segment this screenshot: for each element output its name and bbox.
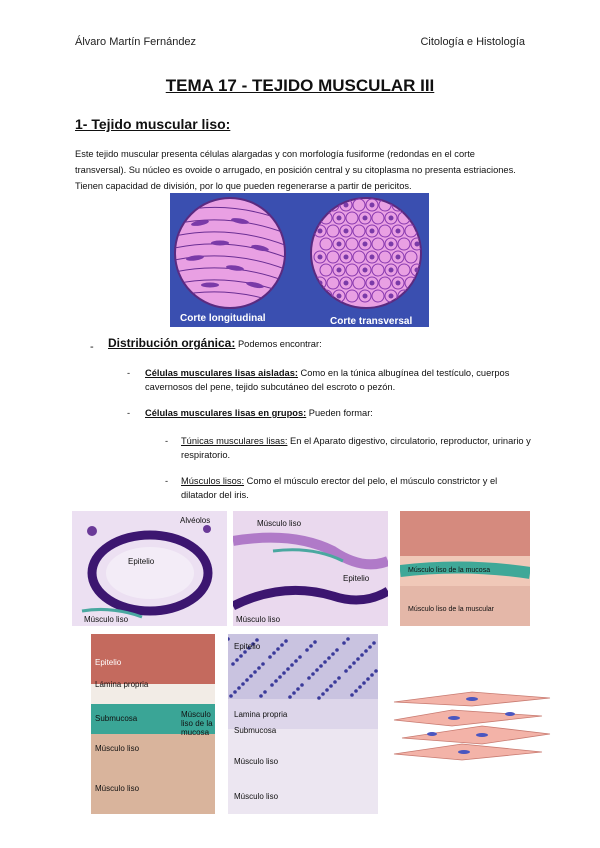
label-musculo-liso-2: Músculo liso <box>234 792 279 801</box>
section-heading: 1- Tejido muscular liso: <box>75 116 231 132</box>
bullet-musculos: Músculos lisos: Como el músculo erector del pelo, el músculo constrictor y el dilatador del iris. <box>181 476 498 500</box>
label-musculo-liso-1: Músculo liso <box>234 757 279 766</box>
label-musculo-mucosa-1: Músculo <box>181 710 211 719</box>
micrograph-bronquiolo <box>233 511 388 626</box>
label-lamina-propria: Lámina propria <box>95 680 149 689</box>
label-musculo-mucosa-2: liso de la <box>181 719 213 728</box>
bullet-distribucion-title: Distribución orgánica: <box>108 336 236 350</box>
label-musculo-mucosa-3: mucosa <box>181 728 210 737</box>
label-epitelio: Epitelio <box>128 557 155 566</box>
label-musculo-liso-top: Músculo liso <box>257 519 302 528</box>
page-title: TEMA 17 - TEJIDO MUSCULAR III <box>165 76 435 95</box>
bullet-aisladas: Células musculares lisas aisladas: Como en la túnica albugínea del testículo, cuerpos cavernosos del pene, tejido subcutáneo del escroto o pezón. <box>145 368 510 392</box>
header-subject: Citología e Histología <box>420 36 525 48</box>
label-musculo-liso-bottom: Músculo liso <box>236 615 281 624</box>
bullet-distribucion: Distribución orgánica: Podemos encontrar: <box>108 336 322 350</box>
label-epitelio: Epitelio <box>343 574 370 583</box>
label-submucosa: Submucosa <box>95 714 138 723</box>
bullet-tunicas: Túnicas musculares lisas: En el Aparato digestivo, circulatorio, reproductor, urinario y respiratorio. <box>181 436 531 460</box>
micrograph-alveolos <box>72 511 227 626</box>
label-lamina-propria: Lamina propria <box>234 710 288 719</box>
fusiform-cells-drawing <box>392 690 552 762</box>
label-corte-transversal: Corte transversal <box>330 316 413 327</box>
label-epitelio: Epitelio <box>95 658 122 667</box>
micrograph-intestino <box>228 634 378 814</box>
intro-paragraph: Este tejido muscular presenta células alargadas y con morfología fusiforme (redondas en el corte transversal). Su núcleo es ovoide o arrugado, en posición central y su citoplasma no presenta estriaciones. Tienen capacidad de división, por lo que pueden regenerarse a partir de pericitos. <box>75 149 516 191</box>
label-epitelio: Epitelio <box>234 642 261 651</box>
micrograph-digestivo <box>91 634 215 814</box>
label-musculo-liso-1: Músculo liso <box>95 744 140 753</box>
smooth-muscle-diagram <box>170 193 429 327</box>
label-musculo-liso: Músculo liso <box>84 615 129 624</box>
label-corte-longitudinal: Corte longitudinal <box>180 313 266 324</box>
bullet-grupos: Células musculares lisas en grupos: Pueden formar: <box>145 408 373 418</box>
label-submucosa: Submucosa <box>234 726 277 735</box>
header-author: Álvaro Martín Fernández <box>75 36 197 48</box>
label-musculo-mucosa: Músculo liso de la mucosa <box>408 567 491 574</box>
micrograph-mucosa <box>400 511 530 626</box>
label-musculo-muscular: Músculo liso de la muscular <box>408 606 494 613</box>
label-musculo-liso-2: Músculo liso <box>95 784 140 793</box>
label-alveolos: Alvéolos <box>180 516 211 525</box>
